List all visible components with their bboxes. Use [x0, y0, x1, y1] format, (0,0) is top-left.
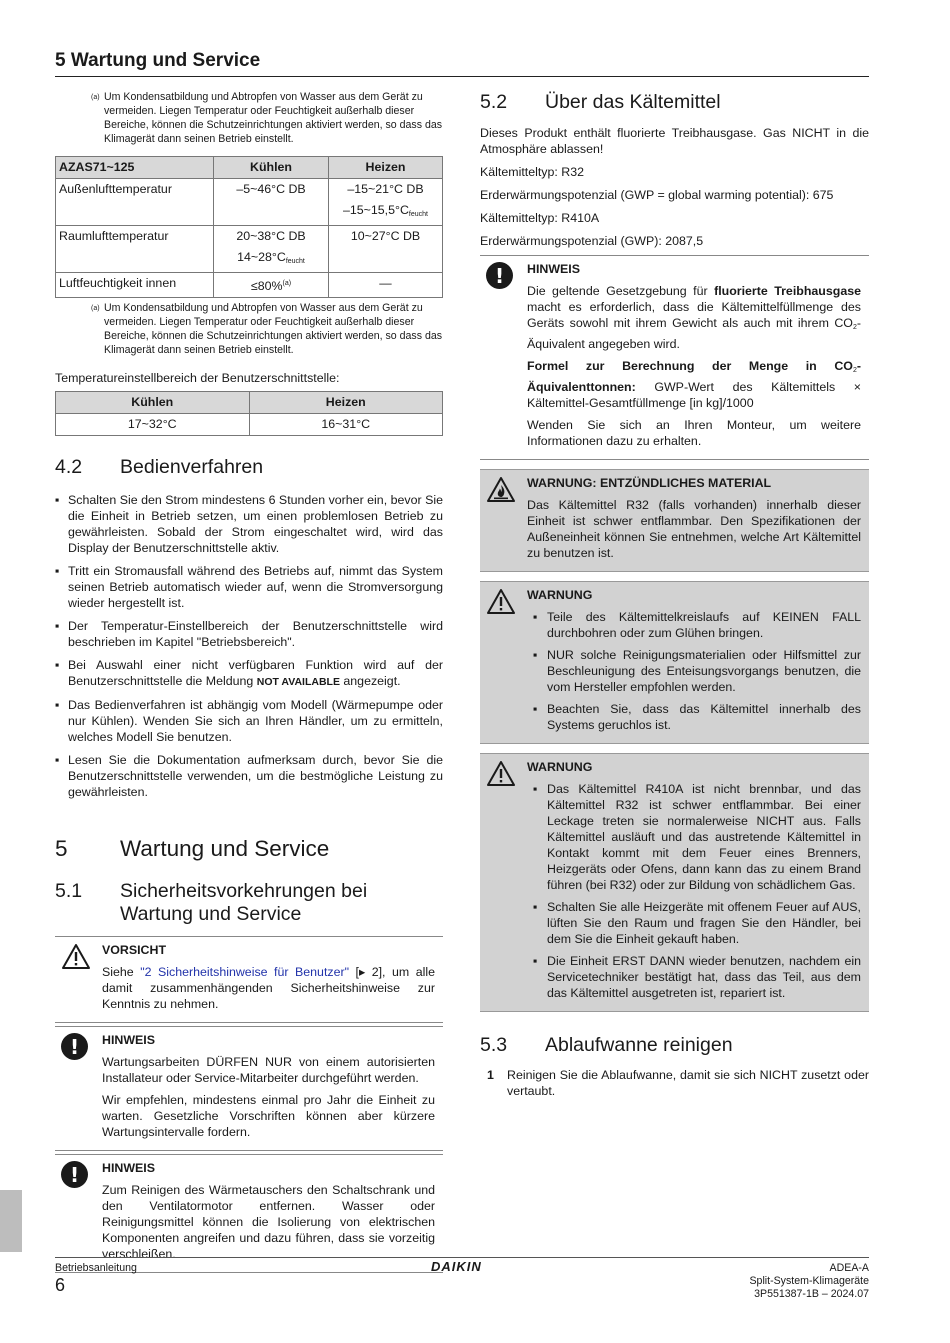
text-part: , um alle damit zusammenhängenden Sicherheitshinweise zur Kenntnis zu nehmen. [102, 965, 436, 1012]
table-row [56, 179, 443, 226]
text-bold: fluorierte Treibhausgase [714, 284, 861, 298]
footer-doc-id: 3P551387-1B – 2024.07 [754, 1288, 869, 1300]
section-number: 4.2 [55, 456, 83, 479]
page-header [55, 50, 869, 77]
cell-value: 16~31°C [249, 414, 443, 436]
subscript: feucht [285, 258, 305, 265]
cell-line [217, 249, 325, 270]
page-number: 6 [55, 1275, 66, 1295]
section-title: Sicherheitsvorkehrungen bei Wartung und Service [120, 880, 368, 926]
table-header-model: AZAS71~125 [56, 157, 214, 179]
list-item-text: Lesen Sie die Dokumentation aufmerksam durch, bevor Sie die Benutzerschnittstelle verwenden, um die bestmögliche Leistung zu gewährleisten. [68, 753, 443, 800]
notice-body [102, 1032, 443, 1146]
bullet-icon: ▪ [533, 782, 538, 796]
cell-line: –15~21°C DB [347, 182, 424, 196]
notice-title: WARNUNG: ENTZÜNDLICHES MATERIAL [527, 476, 772, 490]
footnote-text: Um Kondensatbildung und Abtropfen von Wasser aus dem Gerät zu vermeiden. Liegen Temperatur oder Feuchtigkeit außerhalb dieser Bereiche, können die Schutzeinrichtungen aktiviert werden, so dass das Klimagerät dann seinen Betrieb einstellt. [104, 91, 443, 145]
list-item-text: Beachten Sie, dass das Kältemittel innerhalb des Systems geruchlos ist. [547, 702, 861, 732]
operation-list [55, 492, 443, 800]
text-part: macht es erforderlich, dass die Kältemittelfüllmenge des Geräts sowohl mit ihrem Gewicht als auch mit ihrem CO [527, 300, 861, 330]
list-item [55, 563, 443, 611]
notice-text: Wir empfehlen, mindestens einmal pro Jahr die Einheit zu warten. Gesetzliche Vorschriften können aber kürzere Wartungsintervalle fordern. [102, 1093, 435, 1140]
notice-title: WARNUNG [527, 760, 593, 774]
notice-text: Das Kältemittel R32 (falls vorhanden) innerhalb dieser Einheit ist schwer entflammbar. Den Spezifikationen der Außeneinheit können Sie entnehmen, welche Art Kältemittel zu benutzen ist. [527, 498, 861, 560]
footnote-marker: (a) [91, 94, 100, 101]
list-item-text: Schalten Sie alle Heizgeräte mit offenem Feuer auf AUS, lüften Sie den Raum und fragen Sie den Händler, bei dem Sie die Einheit gekauft haben. [547, 900, 861, 946]
page-footer [55, 1257, 869, 1307]
row-label: Luftfeuchtigkeit innen [56, 273, 214, 298]
hinweis-notice [480, 255, 869, 460]
notice-text [102, 964, 435, 1012]
warning-list [527, 609, 861, 733]
notice-body [527, 587, 869, 739]
list-item [527, 609, 861, 641]
list-item [527, 647, 861, 695]
ui-range-table [55, 391, 443, 436]
list-item [527, 701, 861, 733]
step-text: Reinigen Sie die Ablaufwanne, damit sie sich NICHT zusetzt oder vertaubt. [507, 1068, 869, 1098]
cell-value: 17~32°C [56, 414, 250, 436]
section-title: Bedienverfahren [120, 456, 264, 479]
table-header-cool: Kühlen [56, 392, 250, 414]
paragraph: Erderwärmungspotenzial (GWP = global warming potential): 675 [480, 188, 834, 202]
row-label: Raumlufttemperatur [56, 226, 214, 273]
section-heading [480, 1034, 869, 1057]
list-item-text: Das Bedienverfahren ist abhängig vom Modell (Wärmepumpe oder nur Kühlen). Wenden Sie sich an Ihren Händler, um zu ermitteln, welches Modell Sie benutzen. [68, 698, 443, 745]
bullet-icon: ▪ [533, 954, 538, 968]
paragraph: Kältemitteltyp: R32 [480, 165, 584, 179]
notice-body [527, 759, 869, 1007]
ui-range-label: Temperatureinstellbereich der Benutzerschnittstelle: [55, 371, 340, 386]
cell-line: 20~38°C DB [236, 229, 306, 243]
list-item [527, 781, 861, 893]
notice-title: WARNUNG [527, 588, 593, 602]
warning-notice [480, 581, 869, 744]
cell-value [214, 273, 329, 298]
bullet-icon: ▪ [55, 493, 60, 508]
text-part: Siehe [102, 965, 141, 980]
text-bold: Formel zur Berechnung der Menge in CO [527, 359, 853, 373]
step-item [480, 1067, 869, 1099]
section-number: 5.1 [55, 880, 83, 903]
warning-notice [480, 753, 869, 1012]
list-item-text: Schalten Sie den Strom mindestens 6 Stunden vorher ein, bevor Sie die Einheit in Betrieb setzen, um einen problemlosen Betrieb zu gewährleisten. Sobald der Strom eingeschaltet wird, wird das Display der Benutzerschnittstelle aktiv. [68, 493, 443, 556]
table-header-heat: Heizen [249, 392, 443, 414]
list-item-text: Das Kältemittel R410A ist nicht brennbar, und das Kältemittel R32 ist schwer entflammbar. Bei einer Leckage treten sie normalerweise NICHT aus. Falls Kältemittel ausläuft und das austretende Kältemittel in Kontakt kommt mit dem Feuer eines Brenners, Heizgeräts oder Ofens, dann kann das zu einem Brand führen (bei R32) oder zur Bildung von schädlichem Gas. [547, 782, 861, 892]
bullet-icon: ▪ [533, 900, 538, 914]
table-row [56, 226, 443, 273]
bullet-icon: ▪ [55, 698, 60, 713]
notice-icon [480, 261, 527, 455]
notice-text: Wenden Sie sich an Ihren Monteur, um weitere Informationen dazu zu erhalten. [527, 418, 861, 448]
bullet-icon: ▪ [55, 753, 60, 768]
bullet-icon: ▪ [533, 610, 538, 624]
notice-text: Zum Reinigen des Wärmetauschers den Schaltschrank und den Ventilatormotor entfernen. Wasser oder Reinigungsmittel können die Isolierung von elektrischen Komponenten angreifen und dazu führen, dass sie vorzeitig verschleißen. [102, 1183, 435, 1262]
text-part: Die geltende Gesetzgebung für [527, 284, 715, 298]
section-number: 5.2 [480, 91, 508, 113]
table-row [56, 414, 443, 436]
text-part: Bei Auswahl einer nicht verfügbaren Funktion wird auf der Benutzerschnittstelle die Meldung [68, 658, 443, 689]
bullet-icon: ▪ [533, 648, 538, 662]
cell-value-text: 14~28°C [237, 250, 286, 264]
caution-notice [55, 936, 443, 1023]
subscript: 2 [852, 367, 857, 374]
notice-title: VORSICHT [102, 943, 167, 958]
notice-text [527, 283, 861, 352]
notice-title: HINWEIS [102, 1033, 156, 1048]
section-title: Ablaufwanne reinigen [545, 1034, 733, 1056]
table-header-row [56, 157, 443, 179]
notice-body [527, 475, 869, 567]
list-item [55, 697, 443, 745]
table-row [56, 273, 443, 298]
table-header-cool: Kühlen [214, 157, 329, 179]
notice-body [102, 942, 443, 1018]
not-available-label: NOT AVAILABLE [256, 676, 340, 689]
notice-icon [55, 1032, 102, 1146]
footer-model: ADEA-A [829, 1262, 869, 1274]
text-part: -Äquivalent angegeben wird. [527, 316, 861, 351]
table-header-heat: Heizen [329, 157, 443, 179]
section-heading [55, 456, 443, 479]
list-item [527, 953, 861, 1001]
hinweis-notice [55, 1026, 443, 1151]
list-item [55, 492, 443, 556]
page-header-title: 5 Wartung und Service [55, 50, 261, 71]
exclamation-icon: ! [61, 1161, 88, 1188]
warning-triangle-icon [55, 942, 102, 1018]
left-column [55, 88, 443, 1273]
exclamation-icon: ! [486, 262, 513, 289]
row-label: Außenlufttemperatur [56, 179, 214, 226]
bullet-icon: ▪ [55, 564, 60, 579]
footer-right [749, 1262, 869, 1301]
exclamation-icon: ! [61, 1033, 88, 1060]
paragraph: Kältemitteltyp: R410A [480, 211, 600, 225]
notice-title: HINWEIS [102, 1161, 156, 1176]
section-title: Über das Kältemittel [545, 91, 721, 113]
section-heading [480, 91, 869, 114]
bullet-icon: ▪ [55, 619, 60, 634]
table-header-row [56, 392, 443, 414]
cell-value: 10~27°C DB [329, 226, 443, 273]
cell-value [214, 226, 329, 273]
list-item-text [68, 657, 443, 690]
subscript: feucht [408, 211, 428, 218]
footer-doc-type: Betriebsanleitung [55, 1262, 137, 1274]
cell-value-text: ≤80% [250, 279, 283, 294]
flame-warning-icon [480, 475, 527, 567]
cell-line [332, 202, 439, 223]
paragraph: Dieses Produkt enthält fluorierte Treibhausgase. Gas NICHT in die Atmosphäre ablassen! [480, 126, 869, 156]
chapter-heading [55, 836, 443, 862]
brand-logo: DAIKIN [431, 1259, 482, 1274]
text-bold: -Äquivalenttonnen: [527, 359, 861, 394]
hinweis-notice [55, 1154, 443, 1273]
list-item [55, 657, 443, 690]
cell-value [329, 179, 443, 226]
list-item-text: NUR solche Reinigungsmaterialien oder Hilfsmittel zur Beschleunigung des Enteisungsvorgangs benutzen, die vom Hersteller empfohlen werden. [547, 648, 861, 694]
footer-product: Split-System-Klimageräte [749, 1275, 869, 1287]
warning-list [527, 781, 861, 1001]
footnote-marker: (a) [91, 305, 100, 313]
flammable-warning [480, 469, 869, 572]
footnote [55, 301, 443, 357]
warning-triangle-icon [480, 587, 527, 739]
subscript: 2 [852, 324, 857, 331]
list-item-text: Tritt ein Stromausfall während des Betriebs auf, nimmt das System seinen Betrieb automatisch wieder auf, wenn die Stromversorgung wieder hergestellt ist. [68, 564, 443, 611]
right-column [480, 88, 869, 1099]
page-reference: [▸ 2] [349, 965, 383, 980]
warning-triangle-icon [480, 759, 527, 1007]
cell-value: –5~46°C DB [214, 179, 329, 226]
superscript: (a) [282, 280, 292, 287]
list-item [55, 752, 443, 800]
list-item-text: Die Einheit ERST DANN wieder benutzen, nachdem ein Servicetechniker bestätigt hat, dass das Teil, aus dem das Kältemittel ausgetreten ist, repariert ist. [547, 954, 861, 1000]
notice-text: Wartungsarbeiten DÜRFEN NUR von einem autorisierten Installateur oder Service-Mitarbeiter durchgeführt werden. [102, 1055, 435, 1086]
text-part: GWP-Wert des Kältemittels × Kältemittel-Gesamtfüllmenge [in kg]/1000 [527, 380, 861, 410]
operating-range-table [55, 156, 443, 298]
list-item [55, 618, 443, 650]
notice-title: HINWEIS [527, 262, 581, 276]
bullet-icon: ▪ [533, 702, 538, 716]
notice-text [527, 358, 861, 411]
section-number: 5.3 [480, 1034, 508, 1056]
notice-body [102, 1160, 443, 1268]
text-part: angezeigt. [339, 674, 401, 689]
footnote [55, 90, 443, 146]
list-item [527, 899, 861, 947]
footnote-text: Um Kondensatbildung und Abtropfen von Wasser aus dem Gerät zu vermeiden. Liegen Temperatur oder Feuchtigkeit außerhalb dieser Bereiche, können die Schutzeinrichtungen aktiviert werden, so dass das Klimagerät dann seinen Betrieb einstellt. [104, 302, 443, 357]
cell-value: — [329, 273, 443, 298]
chapter-title: Wartung und Service [120, 836, 330, 862]
list-item-text: Teile des Kältemittelkreislaufs auf KEINEN FALL durchbohren oder zum Glühen bringen. [547, 610, 861, 640]
chapter-number: 5 [55, 836, 68, 862]
paragraph: Erderwärmungspotenzial (GWP): 2087,5 [480, 234, 704, 248]
chapter-tab-marker [0, 1190, 22, 1252]
cell-value-text: –15~15,5°C [342, 203, 409, 217]
notice-body [527, 261, 869, 455]
step-number: 1 [487, 1068, 494, 1082]
bullet-icon: ▪ [55, 658, 60, 673]
list-item-text: Der Temperatur-Einstellbereich der Benutzerschnittstelle wird beschrieben im Kapitel "Betriebsbereich". [68, 619, 443, 650]
notice-icon [55, 1160, 102, 1268]
safety-instructions-link[interactable]: "2 Sicherheitshinweise für Benutzer" [140, 965, 350, 980]
section-heading [55, 880, 443, 926]
